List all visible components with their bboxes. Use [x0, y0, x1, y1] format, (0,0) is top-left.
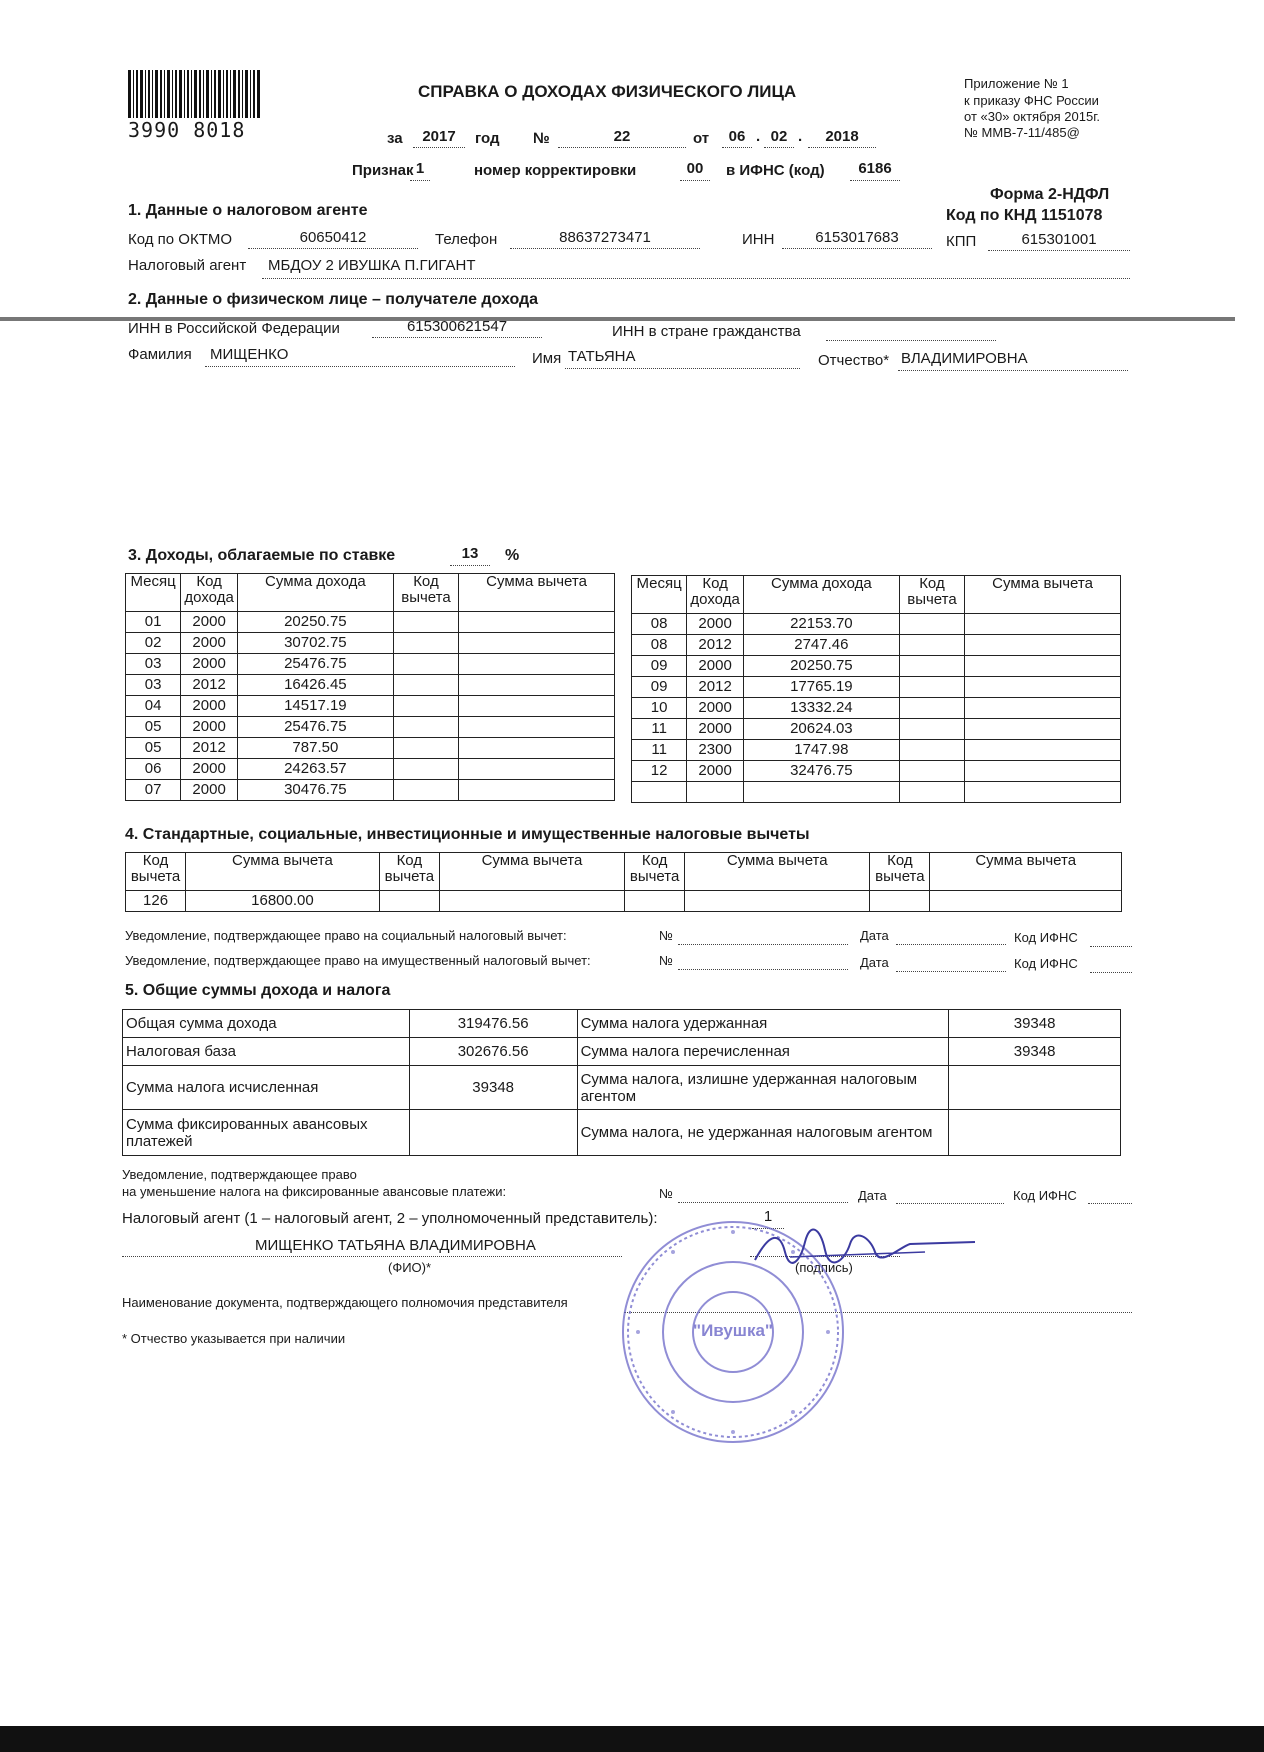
notice-adv-date-label: Дата	[858, 1188, 887, 1203]
cell-month: 03	[126, 675, 181, 696]
col-income-code: Код дохода	[687, 576, 744, 614]
ded-col-code-4: Код вычета	[870, 853, 930, 891]
cell-income-sum: 20624.03	[743, 719, 899, 740]
appendix-line-2: к приказу ФНС России	[964, 93, 1099, 108]
phone-label: Телефон	[435, 231, 498, 248]
cell-deduction-code	[393, 633, 458, 654]
fixed-adv-value	[409, 1110, 577, 1156]
ifns-label: в ИФНС (код)	[726, 162, 825, 179]
cell-income-code: 2012	[181, 738, 238, 759]
form-name: Форма 2-НДФЛ	[990, 186, 1110, 203]
agent-type-field: 1	[763, 1208, 773, 1225]
tax-transferred-label: Сумма налога перечисленная	[577, 1038, 949, 1066]
cell-deduction-code	[899, 635, 964, 656]
table-row	[632, 614, 1121, 635]
cell-deduction-code	[899, 782, 964, 803]
cell-deduction-code	[393, 717, 458, 738]
cell-income-code: 2000	[181, 780, 238, 801]
cell-month: 01	[126, 612, 181, 633]
cell-income-sum: 1747.98	[743, 740, 899, 761]
cell-deduction-code	[899, 719, 964, 740]
patronymic-label: Отчество*	[818, 352, 890, 369]
ded-col-code-2: Код вычета	[379, 853, 439, 891]
notice-property-no-label: №	[659, 953, 673, 968]
notice-adv-line1: Уведомление, подтверждающее право	[122, 1167, 357, 1182]
agent-type-label: Налоговый агент (1 – налоговый агент, 2 – уполномоченный представитель):	[122, 1210, 658, 1227]
tax-base-value: 302676.56	[409, 1038, 577, 1066]
cell-month: 08	[632, 614, 687, 635]
cell-month: 09	[632, 656, 687, 677]
notice-property-ifns-label: Код ИФНС	[1014, 956, 1078, 971]
cell-income-code: 2000	[687, 698, 744, 719]
signature-label: (подпись)	[795, 1260, 853, 1275]
day-field: 06	[728, 128, 746, 145]
cell-income-sum: 24263.57	[237, 759, 393, 780]
table-row	[632, 635, 1121, 656]
table-row	[126, 717, 615, 738]
cell-deduction-code	[393, 759, 458, 780]
cell-income-code: 2000	[181, 633, 238, 654]
phone-field: 88637273471	[559, 229, 651, 246]
cell-deduction-sum	[459, 759, 615, 780]
notice-social: Уведомление, подтверждающее право на социальный налоговый вычет:	[125, 928, 567, 943]
fio-field: МИЩЕНКО ТАТЬЯНА ВЛАДИМИРОВНА	[255, 1237, 536, 1254]
appendix-line-4: № ММВ-7-11/485@	[964, 125, 1080, 140]
cell-deduction-code	[393, 612, 458, 633]
cell-month: 05	[126, 738, 181, 759]
cell-deduction-sum	[459, 633, 615, 654]
cell-deduction-code	[899, 698, 964, 719]
section2-title: 2. Данные о физическом лице – получателе дохода	[128, 291, 539, 308]
table-row	[632, 677, 1121, 698]
cell-month: 11	[632, 719, 687, 740]
cell-income-sum: 2747.46	[743, 635, 899, 656]
barcode-number: 3990 8018	[128, 118, 246, 142]
ded-code-3	[625, 891, 685, 912]
cell-income-sum: 16426.45	[237, 675, 393, 696]
cell-income-sum: 20250.75	[237, 612, 393, 633]
table-row	[632, 740, 1121, 761]
cell-deduction-sum	[965, 740, 1121, 761]
notice-social-no-label: №	[659, 928, 673, 943]
table-row	[632, 761, 1121, 782]
cell-month: 11	[632, 740, 687, 761]
cell-income-code: 2000	[687, 614, 744, 635]
cell-income-sum	[743, 782, 899, 803]
income-table-left	[125, 573, 615, 801]
cell-deduction-code	[899, 614, 964, 635]
table-row	[126, 696, 615, 717]
cell-income-code: 2000	[181, 654, 238, 675]
knd-code: Код по КНД 1151078	[946, 207, 1103, 224]
surname-field: МИЩЕНКО	[210, 346, 289, 363]
inn-foreign-label: ИНН в стране гражданства	[612, 323, 801, 340]
col-income-code: Код дохода	[181, 574, 238, 612]
priznak-field: 1	[415, 160, 425, 177]
cell-income-code: 2000	[181, 759, 238, 780]
cell-deduction-sum	[965, 719, 1121, 740]
cell-income-sum: 30702.75	[237, 633, 393, 654]
section3-title: 3. Доходы, облагаемые по ставке	[128, 547, 396, 564]
cell-deduction-sum	[459, 696, 615, 717]
cell-deduction-sum	[965, 635, 1121, 656]
cell-income-sum: 25476.75	[237, 717, 393, 738]
rate-field: 13	[461, 545, 479, 562]
cell-deduction-code	[393, 780, 458, 801]
name-field: ТАТЬЯНА	[568, 348, 636, 365]
korr-label: номер корректировки	[474, 162, 637, 179]
month-field: 02	[770, 128, 788, 145]
surname-label: Фамилия	[128, 346, 192, 363]
table-row	[632, 656, 1121, 677]
number-label: №	[533, 130, 550, 147]
cell-deduction-sum	[459, 675, 615, 696]
ot-label: от	[693, 130, 710, 147]
cell-deduction-code	[393, 696, 458, 717]
col-deduction-code: Код вычета	[393, 574, 458, 612]
cell-deduction-code	[899, 761, 964, 782]
cell-income-sum: 13332.24	[743, 698, 899, 719]
god-label: год	[475, 130, 500, 147]
cell-deduction-code	[393, 675, 458, 696]
ded-sum-3	[685, 891, 870, 912]
notice-property: Уведомление, подтверждающее право на имущественный налоговый вычет:	[125, 953, 591, 968]
cell-income-sum: 20250.75	[743, 656, 899, 677]
oktmo-label: Код по ОКТМО	[128, 231, 233, 248]
notice-property-date-label: Дата	[860, 955, 889, 970]
inn-rf-label: ИНН в Российской Федерации	[128, 320, 340, 337]
number-field: 22	[613, 128, 631, 145]
cell-deduction-code	[393, 738, 458, 759]
cell-deduction-sum	[459, 780, 615, 801]
notice-social-ifns-label: Код ИФНС	[1014, 930, 1078, 945]
tax-transferred-value: 39348	[949, 1038, 1121, 1066]
cell-income-sum: 32476.75	[743, 761, 899, 782]
fixed-adv-label: Сумма фиксированных авансовых платежей	[123, 1110, 410, 1156]
ded-col-code-3: Код вычета	[625, 853, 685, 891]
total-income-label: Общая сумма дохода	[123, 1010, 410, 1038]
kpp-field: 615301001	[1021, 231, 1097, 248]
cell-month	[632, 782, 687, 803]
cell-deduction-code	[899, 677, 964, 698]
agent-label: Налоговый агент	[128, 257, 247, 274]
year-field: 2017	[422, 128, 456, 145]
cell-deduction-code	[899, 740, 964, 761]
table-row	[632, 698, 1121, 719]
priznak-label: Признак	[352, 162, 414, 179]
table-row	[632, 719, 1121, 740]
oktmo-field: 60650412	[299, 229, 367, 246]
cell-deduction-code	[393, 654, 458, 675]
cell-income-sum: 22153.70	[743, 614, 899, 635]
notice-social-date-label: Дата	[860, 928, 889, 943]
notice-adv-ifns-label: Код ИФНС	[1013, 1188, 1077, 1203]
tax-not-withheld-value	[949, 1110, 1121, 1156]
tax-excess-value	[949, 1066, 1121, 1110]
section5-title: 5. Общие суммы дохода и налога	[125, 982, 391, 999]
cell-income-code	[687, 782, 744, 803]
tax-not-withheld-label: Сумма налога, не удержанная налоговым агентом	[577, 1110, 949, 1156]
kpp-label: КПП	[946, 233, 977, 250]
cell-income-code: 2000	[181, 612, 238, 633]
cell-deduction-sum	[965, 761, 1121, 782]
cell-deduction-sum	[965, 782, 1121, 803]
cell-income-sum: 30476.75	[237, 780, 393, 801]
page-title: СПРАВКА О ДОХОДАХ ФИЗИЧЕСКОГО ЛИЦА	[418, 82, 797, 101]
cell-month: 10	[632, 698, 687, 719]
cell-income-code: 2000	[181, 717, 238, 738]
tax-calc-label: Сумма налога исчисленная	[123, 1066, 410, 1110]
cell-month: 08	[632, 635, 687, 656]
cell-month: 04	[126, 696, 181, 717]
table-row	[126, 738, 615, 759]
table-row	[126, 675, 615, 696]
appendix-line-1: Приложение № 1	[964, 76, 1069, 91]
cell-month: 05	[126, 717, 181, 738]
cell-month: 02	[126, 633, 181, 654]
patronymic-field: ВЛАДИМИРОВНА	[901, 350, 1028, 367]
ded-col-sum-2: Сумма вычета	[439, 853, 624, 891]
appendix-line-3: от «30» октября 2015г.	[964, 109, 1100, 124]
tax-base-label: Налоговая база	[123, 1038, 410, 1066]
ded-sum-2	[439, 891, 624, 912]
agent-field: МБДОУ 2 ИВУШКА П.ГИГАНТ	[268, 257, 476, 274]
stamp-text: "Ивушка"	[693, 1321, 773, 1340]
ded-code-4	[870, 891, 930, 912]
name-label: Имя	[532, 350, 562, 367]
ded-col-code-1: Код вычета	[126, 853, 186, 891]
cell-deduction-sum	[965, 698, 1121, 719]
scan-bottom-edge	[0, 1726, 1264, 1752]
cell-month: 07	[126, 780, 181, 801]
cell-deduction-sum	[965, 656, 1121, 677]
cell-income-sum: 787.50	[237, 738, 393, 759]
notice-adv-line2: на уменьшение налога на фиксированные авансовые платежи:	[122, 1184, 507, 1199]
col-month: Месяц	[126, 574, 181, 612]
tax-excess-label: Сумма налога, излишне удержанная налоговым агентом	[577, 1066, 949, 1110]
agent-inn-label: ИНН	[742, 231, 775, 248]
total-income-value: 319476.56	[409, 1010, 577, 1038]
cell-deduction-sum	[965, 677, 1121, 698]
ded-code-1: 126	[126, 891, 186, 912]
footnote: * Отчество указывается при наличии	[122, 1331, 346, 1346]
rate-percent: %	[505, 547, 520, 564]
cell-deduction-sum	[459, 654, 615, 675]
totals-table	[122, 1009, 1121, 1156]
table-row	[126, 633, 615, 654]
col-income-sum: Сумма дохода	[743, 576, 899, 614]
section1-title: 1. Данные о налоговом агенте	[128, 202, 368, 219]
cell-deduction-sum	[459, 738, 615, 759]
cell-income-sum: 17765.19	[743, 677, 899, 698]
table-row	[126, 780, 615, 801]
col-income-sum: Сумма дохода	[237, 574, 393, 612]
ded-sum-4	[930, 891, 1122, 912]
fio-label: (ФИО)*	[388, 1260, 432, 1275]
ded-sum-1: 16800.00	[186, 891, 380, 912]
income-table-right	[631, 575, 1121, 803]
col-deduction-code: Код вычета	[899, 576, 964, 614]
cell-deduction-sum	[965, 614, 1121, 635]
cell-deduction-sum	[459, 612, 615, 633]
tax-withheld-value: 39348	[949, 1010, 1121, 1038]
korr-field: 00	[686, 160, 704, 177]
ded-code-2	[379, 891, 439, 912]
agent-inn-field: 6153017683	[815, 229, 899, 246]
cell-deduction-code	[899, 656, 964, 677]
col-month: Месяц	[632, 576, 687, 614]
table-row	[126, 654, 615, 675]
tax-calc-value: 39348	[409, 1066, 577, 1110]
table-row	[632, 782, 1121, 803]
cell-income-code: 2012	[181, 675, 238, 696]
cell-deduction-sum	[459, 717, 615, 738]
za-label: за	[387, 130, 403, 147]
cell-income-code: 2012	[687, 677, 744, 698]
cell-month: 03	[126, 654, 181, 675]
cell-month: 12	[632, 761, 687, 782]
deductions-table	[125, 852, 1122, 912]
col-deduction-sum: Сумма вычета	[459, 574, 615, 612]
cell-income-code: 2000	[687, 761, 744, 782]
notice-adv-no-label: №	[659, 1186, 673, 1201]
cell-income-sum: 25476.75	[237, 654, 393, 675]
tax-withheld-label: Сумма налога удержанная	[577, 1010, 949, 1038]
ifns-field: 6186	[858, 160, 892, 177]
section4-title: 4. Стандартные, социальные, инвестиционные и имущественные налоговые вычеты	[125, 826, 810, 843]
date-year-field: 2018	[825, 128, 859, 145]
representative-doc-label: Наименование документа, подтверждающего полномочия представителя	[122, 1295, 568, 1310]
cell-income-code: 2000	[687, 719, 744, 740]
ded-col-sum-3: Сумма вычета	[685, 853, 870, 891]
table-row	[126, 612, 615, 633]
cell-income-code: 2000	[181, 696, 238, 717]
signature	[750, 1222, 980, 1272]
cell-income-code: 2300	[687, 740, 744, 761]
cell-income-sum: 14517.19	[237, 696, 393, 717]
cell-income-code: 2000	[687, 656, 744, 677]
ded-col-sum-1: Сумма вычета	[186, 853, 380, 891]
cell-income-code: 2012	[687, 635, 744, 656]
table-row	[126, 759, 615, 780]
cell-month: 06	[126, 759, 181, 780]
cell-month: 09	[632, 677, 687, 698]
col-deduction-sum: Сумма вычета	[965, 576, 1121, 614]
inn-rf-field: 615300621547	[406, 318, 508, 335]
ded-col-sum-4: Сумма вычета	[930, 853, 1122, 891]
